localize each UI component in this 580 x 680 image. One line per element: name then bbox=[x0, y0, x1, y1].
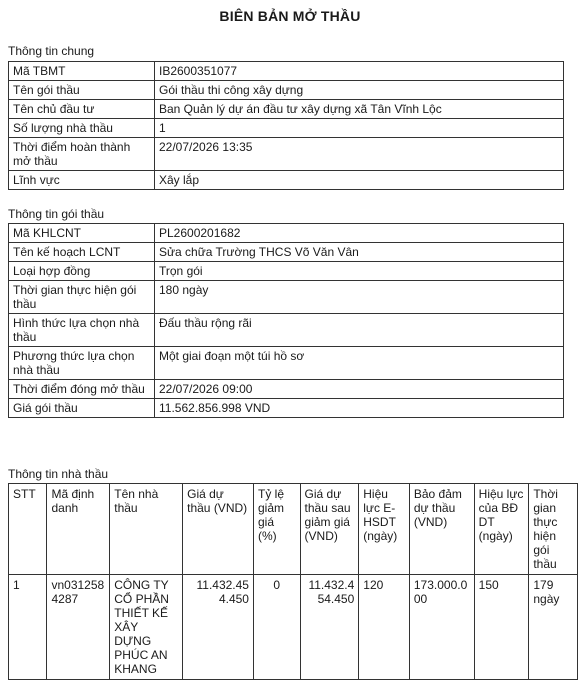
column-header: Giá dự thầu sau giảm giá (VND) bbox=[300, 484, 359, 575]
document-title: BIÊN BẢN MỞ THẦU bbox=[219, 8, 361, 24]
cell-duration: 179 ngày bbox=[529, 575, 578, 680]
column-header: Mã định danh bbox=[47, 484, 110, 575]
row-value: 22/07/2026 09:00 bbox=[155, 380, 564, 399]
row-key: Hình thức lựa chọn nhà thầu bbox=[9, 314, 155, 347]
contractors-table bbox=[8, 483, 578, 680]
row-value: 1 bbox=[155, 119, 564, 138]
row-value: IB2600351077 bbox=[155, 62, 564, 81]
section-package-label: Thông tin gói thầu bbox=[8, 207, 105, 221]
row-key: Loại hợp đồng bbox=[9, 262, 155, 281]
cell-name: CÔNG TY CỔ PHẦN THIẾT KẾ XÂY DỰNG PHÚC AN KHANG bbox=[110, 575, 183, 680]
column-header: Giá dự thầu (VND) bbox=[183, 484, 254, 575]
row-value: Một giai đoạn một túi hồ sơ bbox=[155, 347, 564, 380]
table-row bbox=[9, 262, 564, 281]
cell-bid-price: 11.432.454.450 bbox=[183, 575, 254, 680]
row-key: Tên gói thầu bbox=[9, 81, 155, 100]
row-key: Thời điểm đóng mở thầu bbox=[9, 380, 155, 399]
general-info-table bbox=[8, 61, 564, 190]
column-header: Bảo đảm dự thầu (VND) bbox=[409, 484, 474, 575]
table-row bbox=[9, 224, 564, 243]
row-value: Ban Quản lý dự án đầu tư xây dựng xã Tân Vĩnh Lộc bbox=[155, 100, 564, 119]
cell-id: vn0312584287 bbox=[47, 575, 110, 680]
column-header: Tên nhà thầu bbox=[110, 484, 183, 575]
row-value: 11.562.856.998 VND bbox=[155, 399, 564, 418]
row-key: Thời gian thực hiện gói thầu bbox=[9, 281, 155, 314]
table-row bbox=[9, 100, 564, 119]
cell-stt: 1 bbox=[9, 575, 47, 680]
cell-guarantee-validity: 150 bbox=[474, 575, 529, 680]
table-row bbox=[9, 81, 564, 100]
row-value: Xây lắp bbox=[155, 171, 564, 190]
table-row bbox=[9, 347, 564, 380]
table-row bbox=[9, 171, 564, 190]
row-value: Trọn gói bbox=[155, 262, 564, 281]
cell-price-after: 11.432.454.450 bbox=[300, 575, 359, 680]
column-header: Hiệu lực E-HSDT (ngày) bbox=[359, 484, 410, 575]
row-value: Đấu thầu rộng rãi bbox=[155, 314, 564, 347]
row-key: Tên kế hoạch LCNT bbox=[9, 243, 155, 262]
cell-validity: 120 bbox=[359, 575, 410, 680]
column-header: Tỷ lệ giảm giá (%) bbox=[253, 484, 300, 575]
row-key: Lĩnh vực bbox=[9, 171, 155, 190]
row-value: PL2600201682 bbox=[155, 224, 564, 243]
table-row bbox=[9, 62, 564, 81]
package-info-table bbox=[8, 223, 564, 418]
table-row bbox=[9, 138, 564, 171]
row-key: Giá gói thầu bbox=[9, 399, 155, 418]
cell-discount: 0 bbox=[253, 575, 300, 680]
table-header-row bbox=[9, 484, 578, 575]
row-key: Phương thức lựa chọn nhà thầu bbox=[9, 347, 155, 380]
table-row bbox=[9, 575, 578, 680]
cell-guarantee: 173.000.000 bbox=[409, 575, 474, 680]
table-row bbox=[9, 399, 564, 418]
section-general-label: Thông tin chung bbox=[8, 44, 95, 58]
row-value: 22/07/2026 13:35 bbox=[155, 138, 564, 171]
table-row bbox=[9, 380, 564, 399]
column-header: Hiệu lực của BĐ DT (ngày) bbox=[474, 484, 529, 575]
row-key: Tên chủ đầu tư bbox=[9, 100, 155, 119]
table-row bbox=[9, 314, 564, 347]
table-row bbox=[9, 119, 564, 138]
row-key: Mã TBMT bbox=[9, 62, 155, 81]
row-key: Thời điểm hoàn thành mở thầu bbox=[9, 138, 155, 171]
table-row bbox=[9, 243, 564, 262]
column-header: STT bbox=[9, 484, 47, 575]
table-row bbox=[9, 281, 564, 314]
section-contractors-label: Thông tin nhà thầu bbox=[8, 467, 109, 481]
row-value: Gói thầu thi công xây dựng bbox=[155, 81, 564, 100]
row-value: 180 ngày bbox=[155, 281, 564, 314]
row-key: Mã KHLCNT bbox=[9, 224, 155, 243]
row-value: Sửa chữa Trường THCS Võ Văn Vân bbox=[155, 243, 564, 262]
column-header: Thời gian thực hiện gói thầu bbox=[529, 484, 578, 575]
row-key: Số lượng nhà thầu bbox=[9, 119, 155, 138]
